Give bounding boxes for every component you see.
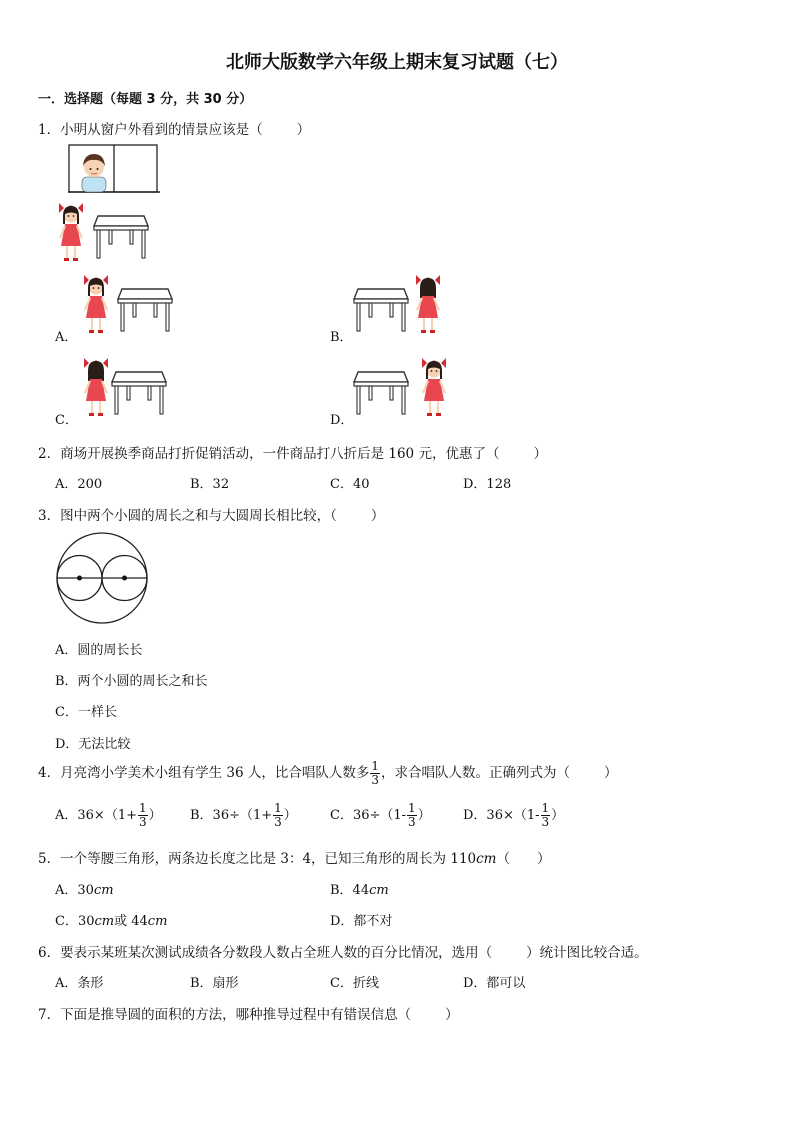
question-3-stem: 3．图中两个小圆的周长之和与大圆周长相比较，（ — [38, 508, 337, 524]
table-icon — [110, 370, 168, 416]
window-boy-illustration — [68, 144, 160, 194]
girl-front-icon — [80, 272, 112, 336]
question-1-option-c[interactable]: C． — [55, 413, 78, 428]
question-5: 5．一个等腰三角形，两条边长度之比是 3：4，已知三角形的周长为 110cm（ ） — [38, 851, 551, 867]
circles-diagram — [54, 532, 150, 628]
question-7-close: ） — [445, 1007, 459, 1023]
question-1-close: ） — [296, 122, 311, 138]
question-4-option-b[interactable]: B．36÷（1+ $\frac{1}{3}$ ） — [190, 801, 297, 829]
question-4 — [38, 760, 618, 787]
question-6-stem: 6．要表示某班某次测试成绩各分数段人数占全班人数的百分比情况，选用（ — [38, 945, 493, 961]
question-5-option-d[interactable]: D．都不对 — [330, 914, 393, 929]
girl-back-icon — [80, 355, 112, 419]
question-3-close: ） — [370, 508, 385, 524]
question-1-option-b[interactable]: B． — [330, 330, 353, 345]
fraction: $\frac{1}{3}$ — [139, 801, 147, 829]
question-6-option-b[interactable]: B．扇形 — [190, 976, 239, 991]
question-4-option-d[interactable]: D．36×（1- $\frac{1}{3}$ ） — [463, 801, 565, 829]
question-2 — [38, 442, 547, 462]
fraction: $\frac{1}{3}$ — [408, 801, 416, 829]
question-5-option-b[interactable]: B．44cm — [330, 883, 389, 898]
girl-front-icon — [418, 355, 450, 419]
question-2-option-a[interactable]: A．200 — [55, 477, 103, 492]
question-3-option-a[interactable]: A．圆的周长长 — [55, 643, 143, 658]
question-2-option-c[interactable]: C．40 — [330, 477, 370, 492]
question-7 — [38, 1003, 459, 1023]
question-4-stem-pre: 4．月亮湾小学美术小组有学生 36 人，比合唱队人数多 — [38, 765, 370, 781]
girl-icon — [55, 200, 87, 264]
question-2-stem: 2．商场开展换季商品打折促销活动，一件商品打八折后是 160 元，优惠了（ — [38, 446, 500, 462]
table-icon — [92, 214, 150, 260]
question-2-option-d[interactable]: D．128 — [463, 477, 512, 492]
question-6-option-a[interactable]: A．条形 — [55, 976, 104, 991]
question-4-close: ） — [604, 765, 618, 781]
table-icon — [116, 287, 174, 333]
question-5-option-a[interactable]: A．30cm — [55, 883, 114, 898]
question-3-option-c[interactable]: C．一样长 — [55, 705, 117, 720]
question-1-option-a[interactable]: A． — [55, 330, 78, 345]
question-1-stem: 1．小明从窗户外看到的情景应该是（ — [38, 122, 263, 138]
question-6 — [38, 941, 648, 961]
question-3-option-d[interactable]: D．无法比较 — [55, 737, 131, 752]
question-6-option-d[interactable]: D．都可以 — [463, 976, 526, 991]
question-6-close: ）统计图比较合适。 — [526, 945, 648, 961]
section-heading: 一．选择题（每题 3 分，共 30 分） — [38, 92, 253, 107]
question-4-option-c[interactable]: C．36÷（1- $\frac{1}{3}$ ） — [330, 801, 431, 829]
girl-back-icon — [412, 272, 444, 336]
question-7-stem: 7．下面是推导圆的面积的方法，哪种推导过程中有错误信息（ — [38, 1007, 412, 1023]
question-3 — [38, 504, 384, 524]
fraction: $\frac{1}{3}$ — [371, 759, 379, 787]
question-5-option-c[interactable]: C．30cm或 44cm — [55, 914, 168, 929]
question-6-option-c[interactable]: C．折线 — [330, 976, 379, 991]
table-icon — [352, 287, 410, 333]
fraction: $\frac{1}{3}$ — [541, 801, 550, 829]
fraction: $\frac{1}{3}$ — [274, 801, 282, 829]
question-5-stem: 5．一个等腰三角形，两条边长度之比是 3：4，已知三角形的周长为 110 — [38, 851, 477, 867]
question-3-option-b[interactable]: B．两个小圆的周长之和长 — [55, 674, 208, 689]
page-title: 北师大版数学六年级上期末复习试题（七） — [226, 52, 568, 73]
question-2-option-b[interactable]: B．32 — [190, 477, 230, 492]
question-1-option-d[interactable]: D． — [330, 413, 354, 428]
question-4-stem-post: ，求合唱队人数。正确列式为（ — [381, 765, 570, 781]
question-1 — [38, 118, 310, 138]
question-2-close: ） — [533, 446, 547, 462]
question-5-close: （ ） — [496, 851, 551, 867]
question-4-option-a[interactable]: A．36×（1+ $\frac{1}{3}$ ） — [55, 801, 162, 829]
table-icon — [352, 370, 410, 416]
